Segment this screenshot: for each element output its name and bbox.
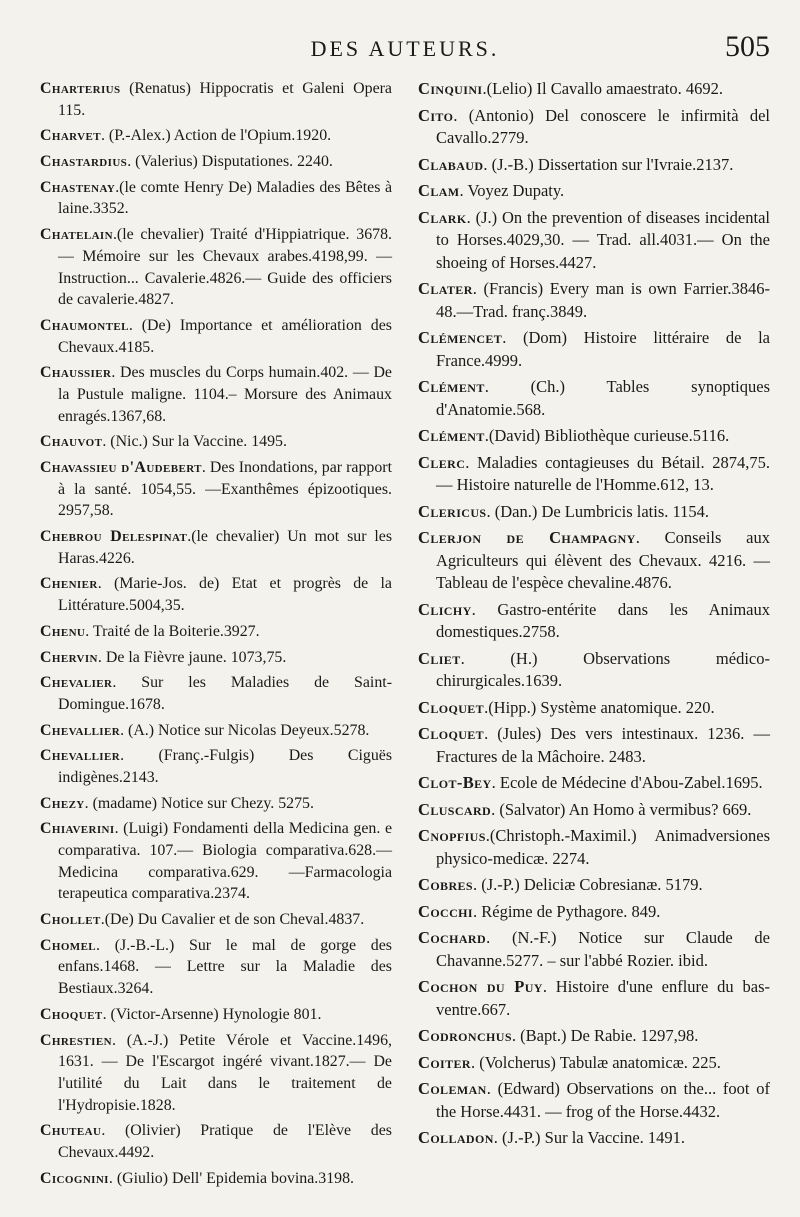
index-entry: [40, 1168, 392, 1190]
entry-text: . (Marie-Jos. de) Etat et progrès de la Littérature.5004,35.: [58, 575, 392, 615]
entry-text: . (Olivier) Pratique de l'Elève des Chevaux.4492.: [58, 1122, 392, 1161]
index-entry: [40, 151, 392, 173]
entry-text: . (Dom) Histoire littéraire de la France.4999.: [436, 328, 770, 370]
entry-text: . Gastro-entérite dans les Animaux domestiques.2758.: [436, 599, 770, 641]
entry-text: . (Giulio) Dell' Epidemia bovina.3198.: [108, 1169, 355, 1187]
author-name: Cliet: [418, 648, 461, 668]
author-name: Chastardius: [40, 153, 128, 171]
running-head: DES AUTEURS.: [310, 36, 500, 61]
index-entry: [40, 526, 392, 569]
entry-text: . (J.-B.-L.) Sur le mal de gorge des enfans.1468. — Lettre sur la Maladie des Bestiaux.3264.: [58, 936, 392, 998]
index-entry: [418, 452, 770, 497]
index-entry: [418, 425, 770, 448]
index-entry: [418, 527, 770, 595]
index-entry: [40, 647, 392, 669]
author-name: Cocchi: [418, 901, 473, 921]
entry-text: . (De) Importance et amélioration des Chevaux.4185.: [58, 316, 392, 356]
author-name: Coleman: [418, 1079, 487, 1098]
index-entry: [40, 1030, 392, 1117]
author-name: Chrestien: [40, 1031, 112, 1049]
entry-text: . (Salvator) An Homo à vermibus? 669.: [491, 799, 752, 819]
left-column: [40, 78, 392, 1198]
author-name: Clémencet: [418, 328, 503, 347]
entry-text: . Traité de la Boiterie.3927.: [85, 622, 260, 640]
entry-text: .(le chevalier) Traité d'Hippiatrique. 3678. — Mémoire sur les Chevaux arabes.4198,99. — Instruction... Cavalerie.4826.— Guide des officiers de cavalerie.4827.: [58, 226, 392, 309]
index-entry: [418, 772, 770, 795]
author-name: Clichy: [418, 599, 472, 619]
author-name: Chaussier: [40, 364, 112, 382]
author-name: Chevallier: [40, 747, 121, 765]
entry-text: . (P.-Alex.) Action de l'Opium.1920.: [100, 127, 332, 145]
index-entry: [418, 723, 770, 768]
index-columns: [40, 78, 770, 1198]
index-entry: [40, 720, 392, 742]
author-name: Colladon: [418, 1128, 494, 1147]
author-name: Charterius: [40, 80, 121, 97]
author-name: Coiter: [418, 1052, 471, 1072]
index-entry: [418, 1052, 770, 1075]
index-entry: [418, 1078, 770, 1123]
index-entry: [40, 177, 392, 220]
index-entry: [418, 927, 770, 972]
author-name: Clater: [418, 279, 473, 298]
author-name: Chuteau: [40, 1122, 102, 1140]
index-entry: [40, 1120, 392, 1163]
entry-text: . Des muscles du Corps humain.402. — De la Pustule maligne. 1104.– Morsure des Animaux enragés.1367,68.: [58, 364, 392, 425]
index-entry: [418, 78, 770, 101]
author-name: Choquet: [40, 1005, 103, 1023]
index-entry: [40, 125, 392, 147]
entry-text: . (Franç.-Fulgis) Des Ciguës indigènes.2143.: [58, 747, 392, 786]
index-entry: [40, 672, 392, 715]
author-name: Clément: [418, 426, 485, 445]
index-entry: [418, 697, 770, 720]
entry-text: . (Bapt.) De Rabie. 1297,98.: [511, 1026, 699, 1045]
index-entry: [418, 825, 770, 870]
author-name: Clément: [418, 377, 485, 396]
index-entry: [40, 818, 392, 905]
index-entry: [418, 278, 770, 323]
author-name: Chenier: [40, 575, 98, 593]
entry-text: . Maladies contagieuses du Bétail. 2874,75. — Histoire naturelle de l'Homme.612, 13.: [436, 452, 770, 494]
index-entry: [40, 573, 392, 616]
entry-text: . (J.-P.) Sur la Vaccine. 1491.: [493, 1128, 686, 1147]
author-name: Cinquini: [418, 79, 483, 98]
index-entry: [418, 501, 770, 524]
author-name: Clark: [418, 207, 467, 227]
author-name: Chatelain: [40, 226, 113, 244]
entry-text: . (J.-B.) Dissertation sur l'Ivraie.2137.: [483, 154, 734, 174]
entry-text: . (Nic.) Sur la Vaccine. 1495.: [102, 433, 287, 451]
index-entry: [418, 874, 770, 897]
entry-text: (Renatus) Hippocratis et Galeni Opera 115.: [58, 80, 392, 119]
author-name: Codronchus: [418, 1026, 512, 1045]
index-entry: [418, 327, 770, 372]
index-entry: [418, 1127, 770, 1150]
index-entry: [40, 909, 392, 931]
entry-text: .(le comte Henry De) Maladies des Bêtes à laine.3352.: [58, 178, 392, 218]
index-entry: [40, 1004, 392, 1026]
entry-text: . (Luigi) Fondamenti della Medicina gen. e comparativa. 107.— Biologia comparativa.628.—Medicina comparativa.629. —Farmacologia terapeutica comparativa.2374.: [58, 820, 392, 903]
author-name: Chebrou Delespinat: [40, 528, 188, 546]
author-name: Chezy: [40, 794, 85, 812]
index-entry: [40, 745, 392, 788]
page-number: 505: [725, 30, 770, 63]
index-entry: [40, 78, 392, 121]
entry-text: . Régime de Pythagore. 849.: [473, 901, 661, 921]
author-name: Chenu: [40, 622, 86, 640]
author-name: Chauvot: [40, 433, 103, 451]
entry-text: .(De) Du Cavalier et de son Cheval.4837.: [100, 911, 365, 929]
entry-text: . (J.-P.) Deliciæ Cobresianæ. 5179.: [473, 875, 703, 894]
index-entry: [418, 799, 770, 822]
author-name: Chiaverini: [40, 820, 115, 838]
entry-text: .(le chevalier) Un mot sur les Haras.4226.: [58, 528, 393, 567]
entry-text: . (A.-J.) Petite Vérole et Vaccine.1496, 1631. — De l'Escargot ingéré vivant.1827.— De l'utilité du Lait dans le traitement de l'Hydropisie.1828.: [58, 1031, 392, 1114]
author-name: Cobres: [418, 875, 473, 894]
entry-text: . (madame) Notice sur Chezy. 5275.: [84, 794, 314, 812]
index-entry: [40, 431, 392, 453]
entry-text: . (Dan.) De Lumbricis latis. 1154.: [486, 501, 710, 521]
entry-text: . Des Inondations, par rapport à la santé. 1054,55. —Exanthêmes épizootiques. 2957,58.: [58, 459, 392, 520]
index-entry: [418, 154, 770, 177]
index-entry: [418, 648, 770, 693]
entry-text: .(Hipp.) Système anatomique. 220.: [484, 697, 715, 717]
index-entry: [40, 793, 392, 815]
entry-text: . Conseils aux Agriculteurs qui élèvent des Chevaux. 4216. — Tableau de l'espèce chevaline.4876.: [436, 528, 770, 592]
author-name: Cochon du Puy: [418, 977, 543, 996]
entry-text: .(Christoph.-Maximil.) Animadversiones physico-medicæ. 2274.: [436, 826, 770, 868]
index-entry: [40, 457, 392, 522]
author-name: Cluscard: [418, 799, 492, 819]
entry-text: . (Victor-Arsenne) Hynologie 801.: [102, 1005, 322, 1023]
index-entry: [418, 180, 770, 203]
index-entry: [418, 599, 770, 644]
entry-text: .(Lelio) Il Cavallo amaestrato. 4692.: [482, 79, 724, 98]
entry-text: . (Volcherus) Tabulæ anatomicæ. 225.: [471, 1052, 721, 1072]
entry-text: . (N.-F.) Notice sur Claude de Chavanne.5277. – sur l'abbé Rozier. ibid.: [436, 928, 770, 970]
index-entry: [418, 105, 770, 150]
author-name: Clericus: [418, 501, 487, 521]
entry-text: . Histoire d'une enflure du bas-ventre.667.: [436, 977, 770, 1019]
author-name: Chomel: [40, 936, 97, 954]
entry-text: . (Ch.) Tables synoptiques d'Anatomie.568.: [436, 377, 770, 419]
author-name: Chastenay: [40, 178, 116, 196]
entry-text: . (H.) Observations médico-chirurgicales.1639.: [436, 648, 770, 690]
entry-text: . (Francis) Every man is own Farrier.3846-48.—Trad. franç.3849.: [436, 279, 770, 321]
author-name: Clerc: [418, 452, 466, 472]
entry-text: . Sur les Maladies de Saint-Domingue.1678.: [58, 674, 392, 713]
author-name: Chevallier: [40, 721, 121, 739]
entry-text: . (Valerius) Disputationes. 2240.: [127, 153, 333, 171]
right-column: [418, 78, 770, 1198]
author-name: Cicognini: [40, 1169, 109, 1187]
author-name: Cnopfius: [418, 826, 486, 845]
author-name: Chollet: [40, 911, 101, 929]
entry-text: . (Edward) Observations on the... foot of the Horse.4431. — frog of the Horse.4432.: [436, 1079, 770, 1121]
author-name: Chervin: [40, 648, 98, 666]
author-name: Clabaud: [418, 154, 484, 174]
author-name: Clot-Bey: [418, 773, 492, 792]
entry-text: . (A.) Notice sur Nicolas Deyeux.5278.: [120, 721, 370, 739]
index-entry: [40, 315, 392, 358]
index-entry: [418, 1025, 770, 1048]
index-entry: [418, 901, 770, 924]
index-entry: [40, 224, 392, 311]
entry-text: . Voyez Dupaty.: [459, 181, 565, 200]
author-name: Chavassieu d'Audebert: [40, 459, 202, 476]
index-entry: [40, 621, 392, 643]
author-name: Cochard: [418, 928, 487, 947]
index-entry: [418, 376, 770, 421]
author-name: Clam: [418, 181, 460, 200]
author-name: Chevalier: [40, 674, 113, 692]
author-name: Chaumontel: [40, 316, 129, 334]
entry-text: . (Jules) Des vers intestinaux. 1236. — Fractures de la Mâchoire. 2483.: [436, 724, 770, 766]
entry-text: . Ecole de Médecine d'Abou-Zabel.1695.: [491, 773, 763, 792]
author-name: Charvet: [40, 127, 101, 145]
index-entry: [418, 976, 770, 1021]
entry-text: . (Antonio) Del conoscere le infirmità del Cavallo.2779.: [436, 105, 770, 147]
author-name: Clerjon de Champagny: [418, 528, 636, 547]
index-entry: [40, 935, 392, 1000]
entry-text: . (J.) On the prevention of diseases incidental to Horses.4029,30. — Trad. all.4031.— On the shoeing of Horses.4427.: [436, 207, 770, 272]
index-entry: [40, 362, 392, 427]
index-entry: [418, 207, 770, 275]
entry-text: .(David) Bibliothèque curieuse.5116.: [484, 426, 730, 445]
page-header: [40, 30, 770, 72]
author-name: Cloquet: [418, 697, 485, 717]
author-name: Cloquet: [418, 724, 485, 743]
entry-text: . De la Fièvre jaune. 1073,75.: [97, 648, 287, 666]
author-name: Cito: [418, 105, 454, 125]
